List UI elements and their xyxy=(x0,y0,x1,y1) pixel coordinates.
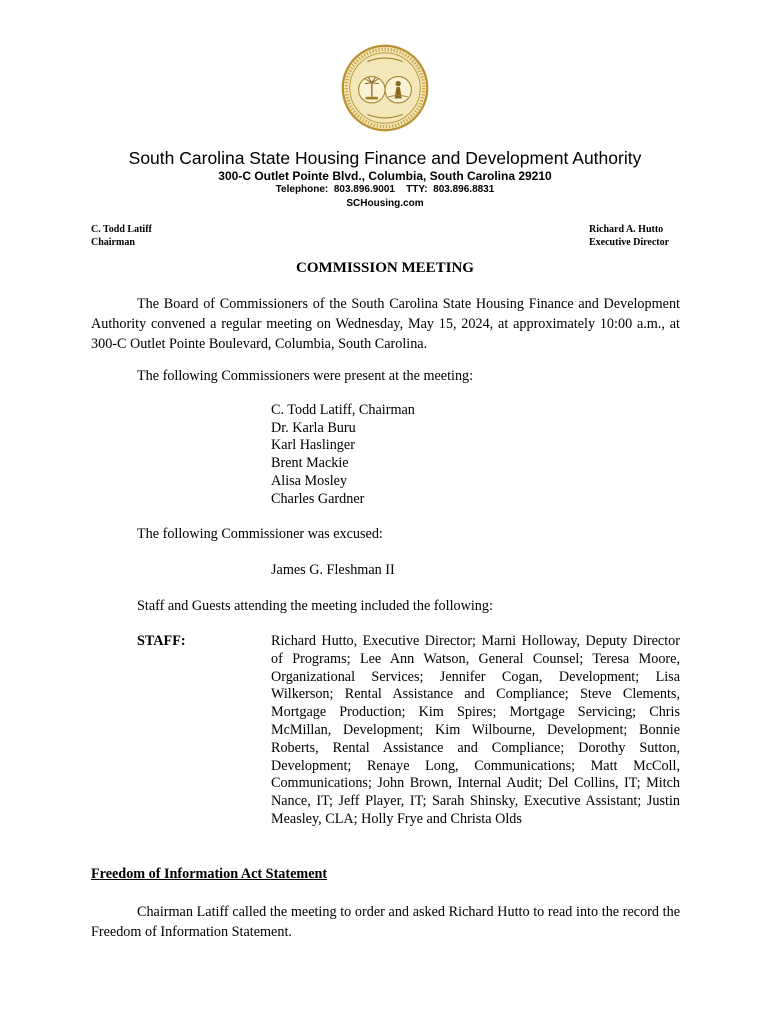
phone-line: Telephone: 803.896.9001 TTY: 803.896.8831 xyxy=(275,184,495,195)
staff-intro: Staff and Guests attending the meeting included the following: xyxy=(137,598,493,614)
executive-director-title: Executive Director xyxy=(589,237,670,248)
chairman-block xyxy=(91,223,152,249)
list-item: Brent Mackie xyxy=(271,455,349,472)
executive-director-name: Richard A. Hutto xyxy=(589,224,664,235)
intro-paragraph: The Board of Commissioners of the South Carolina State Housing Finance and Development Authority convened a regular meeting on Wednesday, May 15, 2024, at approximately 10:00 a.m., at 300-C Outlet Pointe Boulevard, Columbia, South Carolina. xyxy=(91,296,680,352)
list-item: C. Todd Latiff, Chairman xyxy=(271,402,415,418)
present-commissioners-list xyxy=(271,402,415,508)
website: SCHousing.com xyxy=(346,198,424,209)
foia-heading: Freedom of Information Act Statement xyxy=(91,866,328,882)
staff-label: STAFF: xyxy=(137,633,186,649)
excused-intro: The following Commissioner was excused: xyxy=(137,526,383,542)
organization-address: 300-C Outlet Pointe Blvd., Columbia, South Carolina 29210 xyxy=(218,169,552,183)
foia-paragraph: Chairman Latiff called the meeting to order and asked Richard Hutto to read into the record the Freedom of Information Statement. xyxy=(91,904,680,940)
chairman-name: C. Todd Latiff xyxy=(91,224,152,235)
list-item: Dr. Karla Buru xyxy=(271,419,356,436)
chairman-title: Chairman xyxy=(91,237,135,248)
executive-director-block xyxy=(589,223,669,249)
excused-commissioner: James G. Fleshman II xyxy=(271,562,395,578)
organization-name: South Carolina State Housing Finance and Development Authority xyxy=(128,148,642,168)
state-seal-icon xyxy=(341,44,429,132)
present-intro: The following Commissioners were present at the meeting: xyxy=(137,368,474,384)
list-item: Charles Gardner xyxy=(271,490,365,507)
page-title: COMMISSION MEETING xyxy=(296,260,474,276)
list-item: Alisa Mosley xyxy=(271,472,348,489)
list-item: Karl Haslinger xyxy=(271,437,355,454)
staff-list: Richard Hutto, Executive Director; Marni Holloway, Deputy Director of Programs; Lee Ann Watson, General Counsel; Teresa Moore, Organizational Services; Jennifer Cogan, Development; Lisa Wilkerson; Rental Assistance and Compliance; Steve Clements, Mortgage Production; Kim Spires; Mortgage Servicing; Chris McMillan, Development; Kim Wilbourne, Development; Bonnie Roberts, Rental Assistance and Compliance; Dorothy Sutton, Development; Renaye Long, Communications; Matt McColl, Communications; John Brown, Internal Audit; Del Collins, IT; Mitch Nance, IT; Jeff Player, IT; Sarah Shinsky, Executive Assistant; Justin Measley, CLA; Holly Frye and Christa Olds xyxy=(271,633,680,827)
